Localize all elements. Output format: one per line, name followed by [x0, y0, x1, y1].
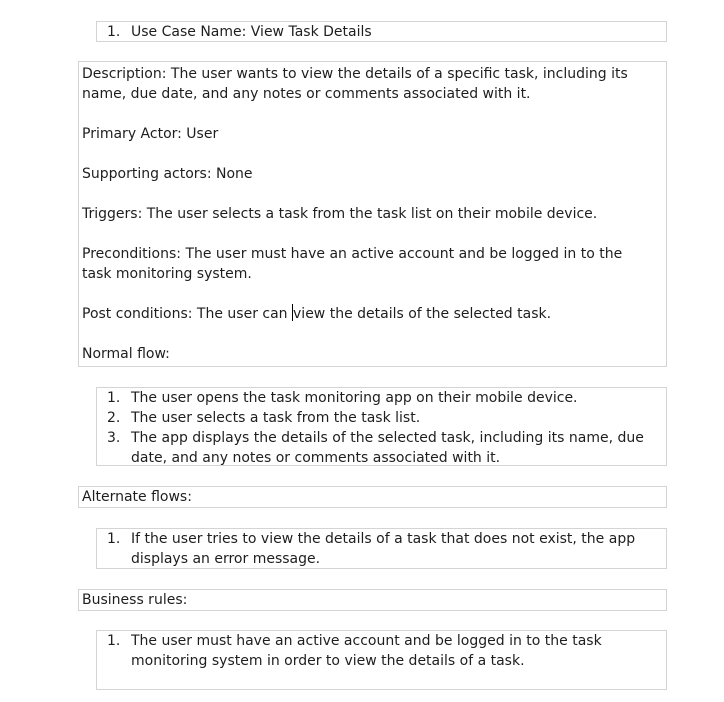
business-rules-heading[interactable]: Business rules:: [82, 592, 188, 608]
list-item[interactable]: [97, 388, 666, 408]
business-rules-list: [97, 631, 666, 671]
primary-actor-paragraph[interactable]: Primary Actor: User: [82, 126, 219, 142]
list-number: 1.: [107, 390, 121, 406]
list-number: 1.: [107, 633, 121, 649]
details-box: [78, 61, 667, 367]
list-item[interactable]: [97, 529, 666, 569]
postconditions-text-start: Post conditions: The user can: [82, 306, 293, 322]
use-case-title: Use Case Name: View Task Details: [131, 24, 372, 40]
list-number: 1.: [107, 24, 121, 40]
postconditions-paragraph[interactable]: [82, 304, 656, 324]
normal-flow-list: [97, 388, 666, 468]
triggers-paragraph[interactable]: Triggers: The user selects a task from the task list on their mobile device.: [82, 206, 598, 222]
alternate-flows-box: [96, 528, 667, 569]
supporting-actors-paragraph[interactable]: Supporting actors: None: [82, 166, 253, 182]
use-case-name-item[interactable]: [97, 22, 666, 42]
list-number: 1.: [107, 531, 121, 547]
list-number: 3.: [107, 430, 121, 446]
business-rules-heading-box: [78, 589, 667, 611]
use-case-name-list: [97, 22, 666, 42]
list-item-text: The user opens the task monitoring app on their mobile device.: [131, 390, 578, 406]
normal-flow-heading[interactable]: Normal flow:: [82, 346, 170, 362]
use-case-name-box: [96, 21, 667, 42]
alternate-flows-heading[interactable]: Alternate flows:: [82, 489, 192, 505]
list-item[interactable]: [97, 428, 666, 468]
list-number: 2.: [107, 410, 121, 426]
preconditions-paragraph[interactable]: Preconditions: The user must have an active account and be logged in to the task monitoring system.: [82, 246, 623, 282]
business-rules-box: [96, 630, 667, 690]
list-item[interactable]: [97, 408, 666, 428]
list-item-text: If the user tries to view the details of a task that does not exist, the app displays an error message.: [131, 531, 636, 567]
normal-flow-box: [96, 387, 667, 466]
alternate-flows-heading-box: [78, 486, 667, 508]
list-item-text: The app displays the details of the selected task, including its name, due date, and any notes or comments associated with it.: [131, 430, 644, 466]
list-item-text: The user must have an active account and be logged in to the task monitoring system in order to view the details of a task.: [131, 633, 602, 669]
list-item[interactable]: [97, 631, 666, 671]
alternate-flows-list: [97, 529, 666, 569]
description-paragraph[interactable]: Description: The user wants to view the details of a specific task, including its name, due date, and any notes or comments associated with it.: [82, 66, 628, 102]
postconditions-text-end: view the details of the selected task.: [293, 306, 552, 322]
list-item-text: The user selects a task from the task list.: [131, 410, 421, 426]
